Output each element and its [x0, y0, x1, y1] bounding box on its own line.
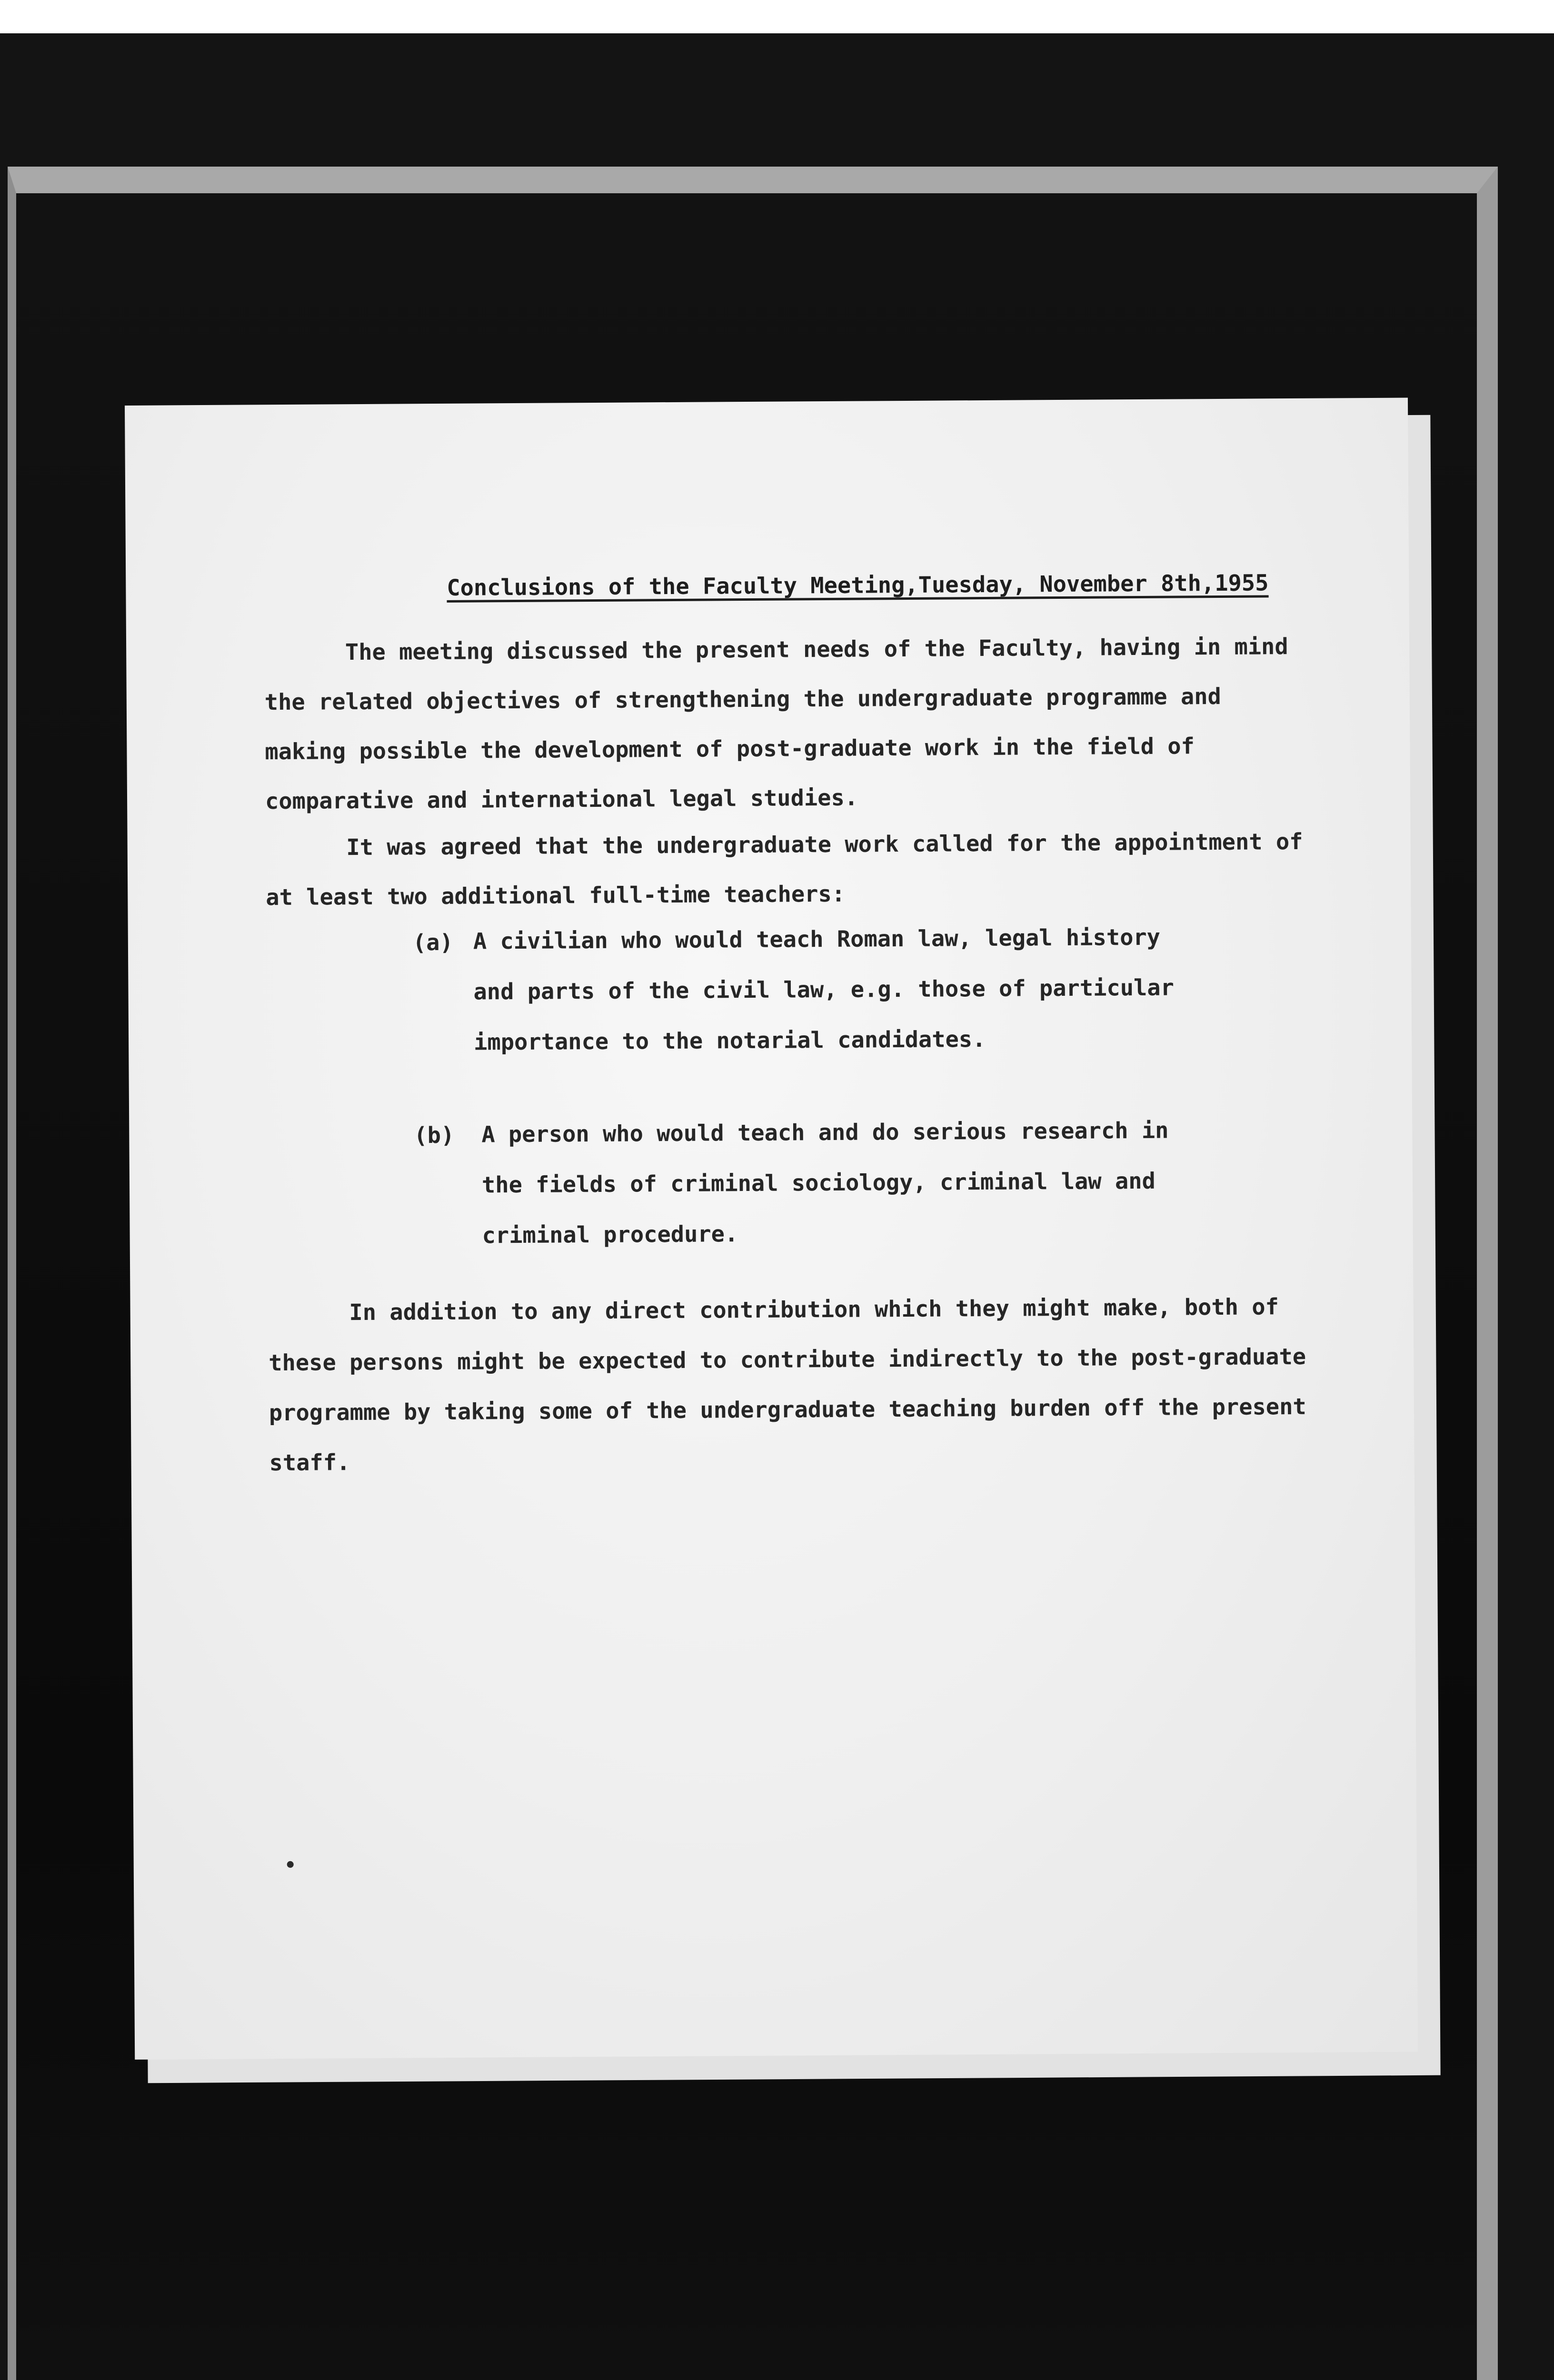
item-b-text: A person who would teach and do serious research in the fields of criminal sociology, criminal law and criminal procedure.: [481, 1117, 1169, 1249]
paragraph-agreement: It was agreed that the undergraduate work called for the appointment of at least two additional full-time teachers:: [265, 828, 1316, 911]
document-title: Conclusions of the Faculty Meeting,Tuesday, November 8th,1955: [447, 570, 1269, 601]
document-page: [125, 398, 1418, 2060]
ink-speck: [287, 1861, 294, 1868]
paragraph-needs: The meeting discussed the present needs of the Faculty, having in mind the related objectives of strengthening the undergraduate programme and making possible the development of post-graduate work in the field of comparative and international legal studies.: [264, 633, 1302, 815]
item-a-text: A civilian who would teach Roman law, legal history and parts of the civil law, e.g. those of particular importance to the notarial candidates.: [473, 924, 1175, 1056]
paragraph-contribution: In addition to any direct contribution which they might make, both of these persons might be expected to contribute indirectly to the post-graduate programme by taking some of the undergraduate teaching burden off the present staff.: [268, 1294, 1320, 1477]
item-b-label: (b): [414, 1122, 455, 1149]
item-a-label: (a): [412, 929, 453, 956]
